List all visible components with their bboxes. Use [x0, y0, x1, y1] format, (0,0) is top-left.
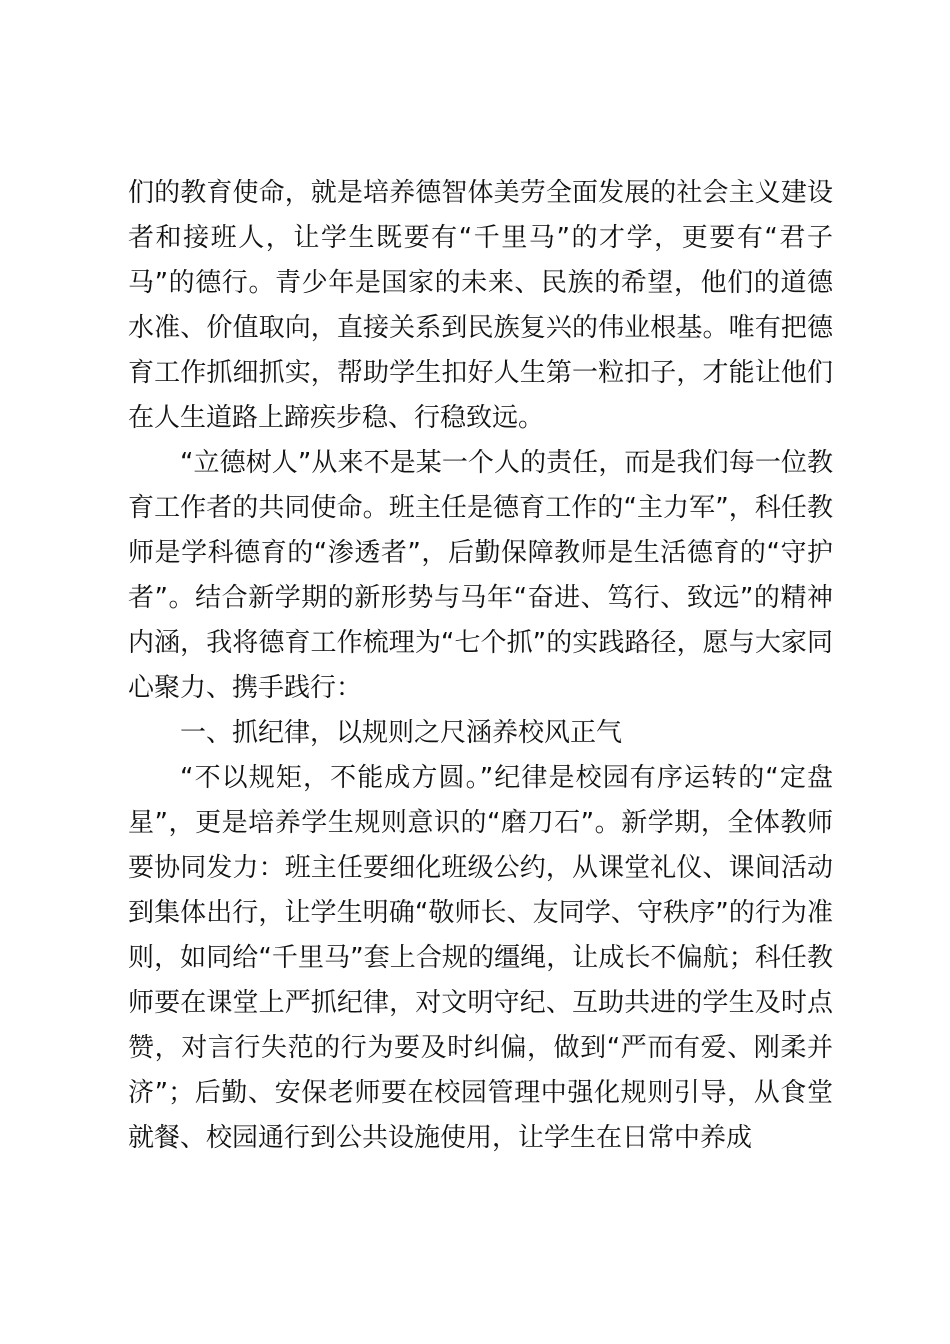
paragraph-discipline: “不以规矩，不能成方圆。”纪律是校园有序运转的“定盘星”，更是培养学生规则意识的“磨刀石”。新学期，全体教师要协同发力：班主任要细化班级公约，从课堂礼仪、课间活动到集体出行，让学生明确“敬师长、友同学、守秩序”的行为准则，如同给“千里马”套上合规的缰绳，让成长不偏航；科任教师要在课堂上严抓纪律，对文明守纪、互助共进的学生及时点赞，对言行失范的行为要及时纠偏，做到“严而有爱、刚柔并济”；后勤、安保老师要在校园管理中强化规则引导，从食堂就餐、校园通行到公共设施使用，让学生在日常中养成: [128, 763, 833, 1153]
paragraph-continuation: 们的教育使命，就是培养德智体美劳全面发展的社会主义建设者和接班人，让学生既要有“千里马”的才学，更要有“君子马”的德行。青少年是国家的未来、民族的希望，他们的道德水准、价值取向，直接关系到民族复兴的伟业根基。唯有把德育工作抓细抓实，帮助学生扣好人生第一粒扣子，才能让他们在人生道路上蹄疾步稳、行稳致远。: [128, 178, 833, 433]
document-body: [128, 171, 833, 1161]
section-heading-discipline: 一、抓纪律，以规则之尺涵养校风正气: [180, 718, 623, 748]
paragraph-responsibility: “立德树人”从来不是某一个人的责任，而是我们每一位教育工作者的共同使命。班主任是德育工作的“主力军”，科任教师是学科德育的“渗透者”，后勤保障教师是生活德育的“守护者”。结合新学期的新形势与马年“奋进、笃行、致远”的精神内涵，我将德育工作梳理为“七个抓”的实践路径，愿与大家同心聚力、携手践行：: [128, 448, 833, 703]
